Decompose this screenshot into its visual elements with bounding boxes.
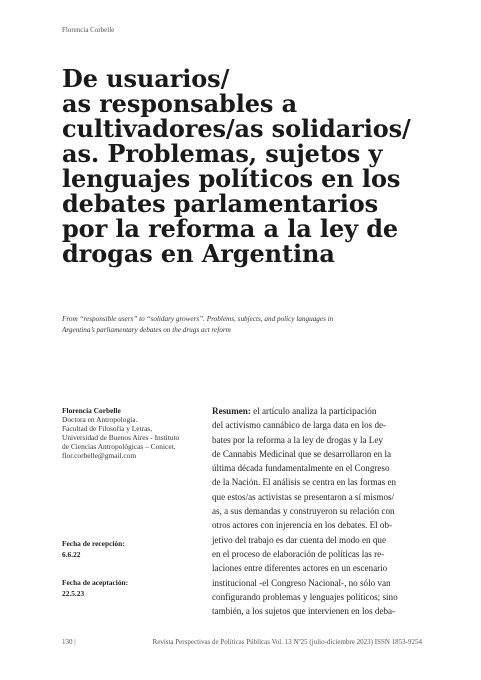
abstract-line: as, a sus demandas y construyeron su relación con [212,506,395,517]
author-block [62,406,197,460]
abstract-line: otros actores con injerencia en los debates. El ob- [212,520,393,531]
author-affiliation: Universidad de Buenos Aires - Instituto [62,433,180,442]
english-title-line: Argentina’s parliamentary debates on the drugs act reform [62,326,231,334]
accepted-date [62,577,197,599]
abstract-first-line: el artículo analiza la participación [250,406,377,416]
abstract-line [212,404,420,418]
title-line: drogas en Argentina [62,239,335,268]
abstract-line: última década fundamentalmente en el Congreso [212,463,390,474]
author-affiliation: Doctora en Antropología. [62,415,138,424]
abstract-line: que estos/as activistas se presentaron a sí mismos/ [212,491,395,502]
accepted-label: Fecha de aceptación: [62,578,129,587]
title-line: lenguajes políticos en los [62,164,401,193]
received-value: 6.6.22 [62,550,81,559]
title-line: por la reforma a la ley de [62,214,399,243]
abstract-line: de Cannabis Medicinal que se desarrollaron en la [212,448,392,459]
page-footer [62,638,422,646]
title-line: De usuarios/ [62,64,230,93]
author-email[interactable]: flor.corbelle@gmail.com [62,451,137,460]
title-line: cultivadores/as solidarios/ [62,114,411,143]
article-title [62,66,432,266]
abstract-line: del activismo cannábico de larga data en los de- [212,420,387,431]
journal-info: Revista Perspectivas de Políticas Públicas Vol. 13 Nº25 (julio-diciembre 2023) ISSN 1853-9254 [152,638,422,646]
abstract-line: laciones entre diferentes actores en un escenario [212,563,388,574]
accepted-value: 22.5.23 [62,589,85,598]
page-number: 130 | [62,638,76,646]
english-title [62,314,422,336]
author-name: Florencia Corbelle [62,406,121,415]
title-line: as. Problemas, sujetos y [62,139,383,168]
author-affiliation: de Ciencias Antropológicas – Conicet. [62,442,176,451]
title-line: debates parlamentarios [62,189,379,218]
abstract-line: configurando problemas y lenguajes políticos; sino [212,591,398,602]
abstract [212,404,420,618]
abstract-line: jetivo del trabajo es dar cuenta del modo en que [212,534,386,545]
abstract-line: de la Nación. El análisis se centra en las formas en [212,477,397,488]
abstract-label: Resumen: [212,406,251,416]
abstract-line: en el proceso de elaboración de políticas las re- [212,548,385,559]
english-title-line: From “responsible users” to “solidary growers”. Problems, subjects, and policy languages in [62,315,334,323]
abstract-line: bates por la reforma a la ley de drogas y la Ley [212,434,383,445]
abstract-line: institucional -el Congreso Nacional-, no sólo van [212,577,391,588]
title-line: as responsables a [62,89,298,118]
running-head: Florencia Corbelle [62,26,115,34]
abstract-line: también, a los sujetos que intervienen en los deba- [212,606,396,617]
author-affiliation: Facultad de Filosofía y Letras, [62,424,153,433]
received-date [62,538,197,560]
received-label: Fecha de recepción: [62,539,125,548]
